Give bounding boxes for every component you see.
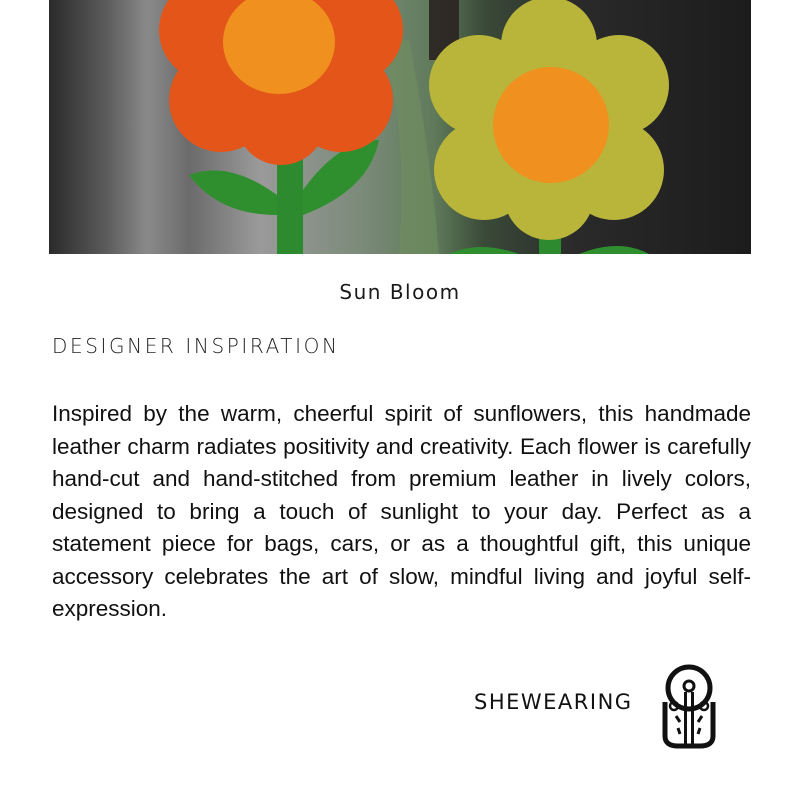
brand-name: SHEWEARING	[474, 690, 633, 714]
section-heading: DESIGNER INSPIRATION	[52, 334, 340, 358]
inspiration-description: Inspired by the warm, cheerful spirit of sunflowers, this handmade leather charm radiates positivity and creativity. Each flower is carefully hand-cut and hand-stitched from premium leather in lively colors, designed to bring a touch of sunlight to your day. Perfect as a statement piece for bags, cars, or as a thoughtful gift, this unique accessory celebrates the art of slow, mindful living and joyful self-expression.	[52, 401, 751, 621]
flower-charms-illustration	[49, 0, 751, 254]
product-name: Sun Bloom	[339, 280, 461, 304]
circuit-lock-logo-icon	[660, 664, 718, 750]
product-photo	[49, 0, 751, 254]
